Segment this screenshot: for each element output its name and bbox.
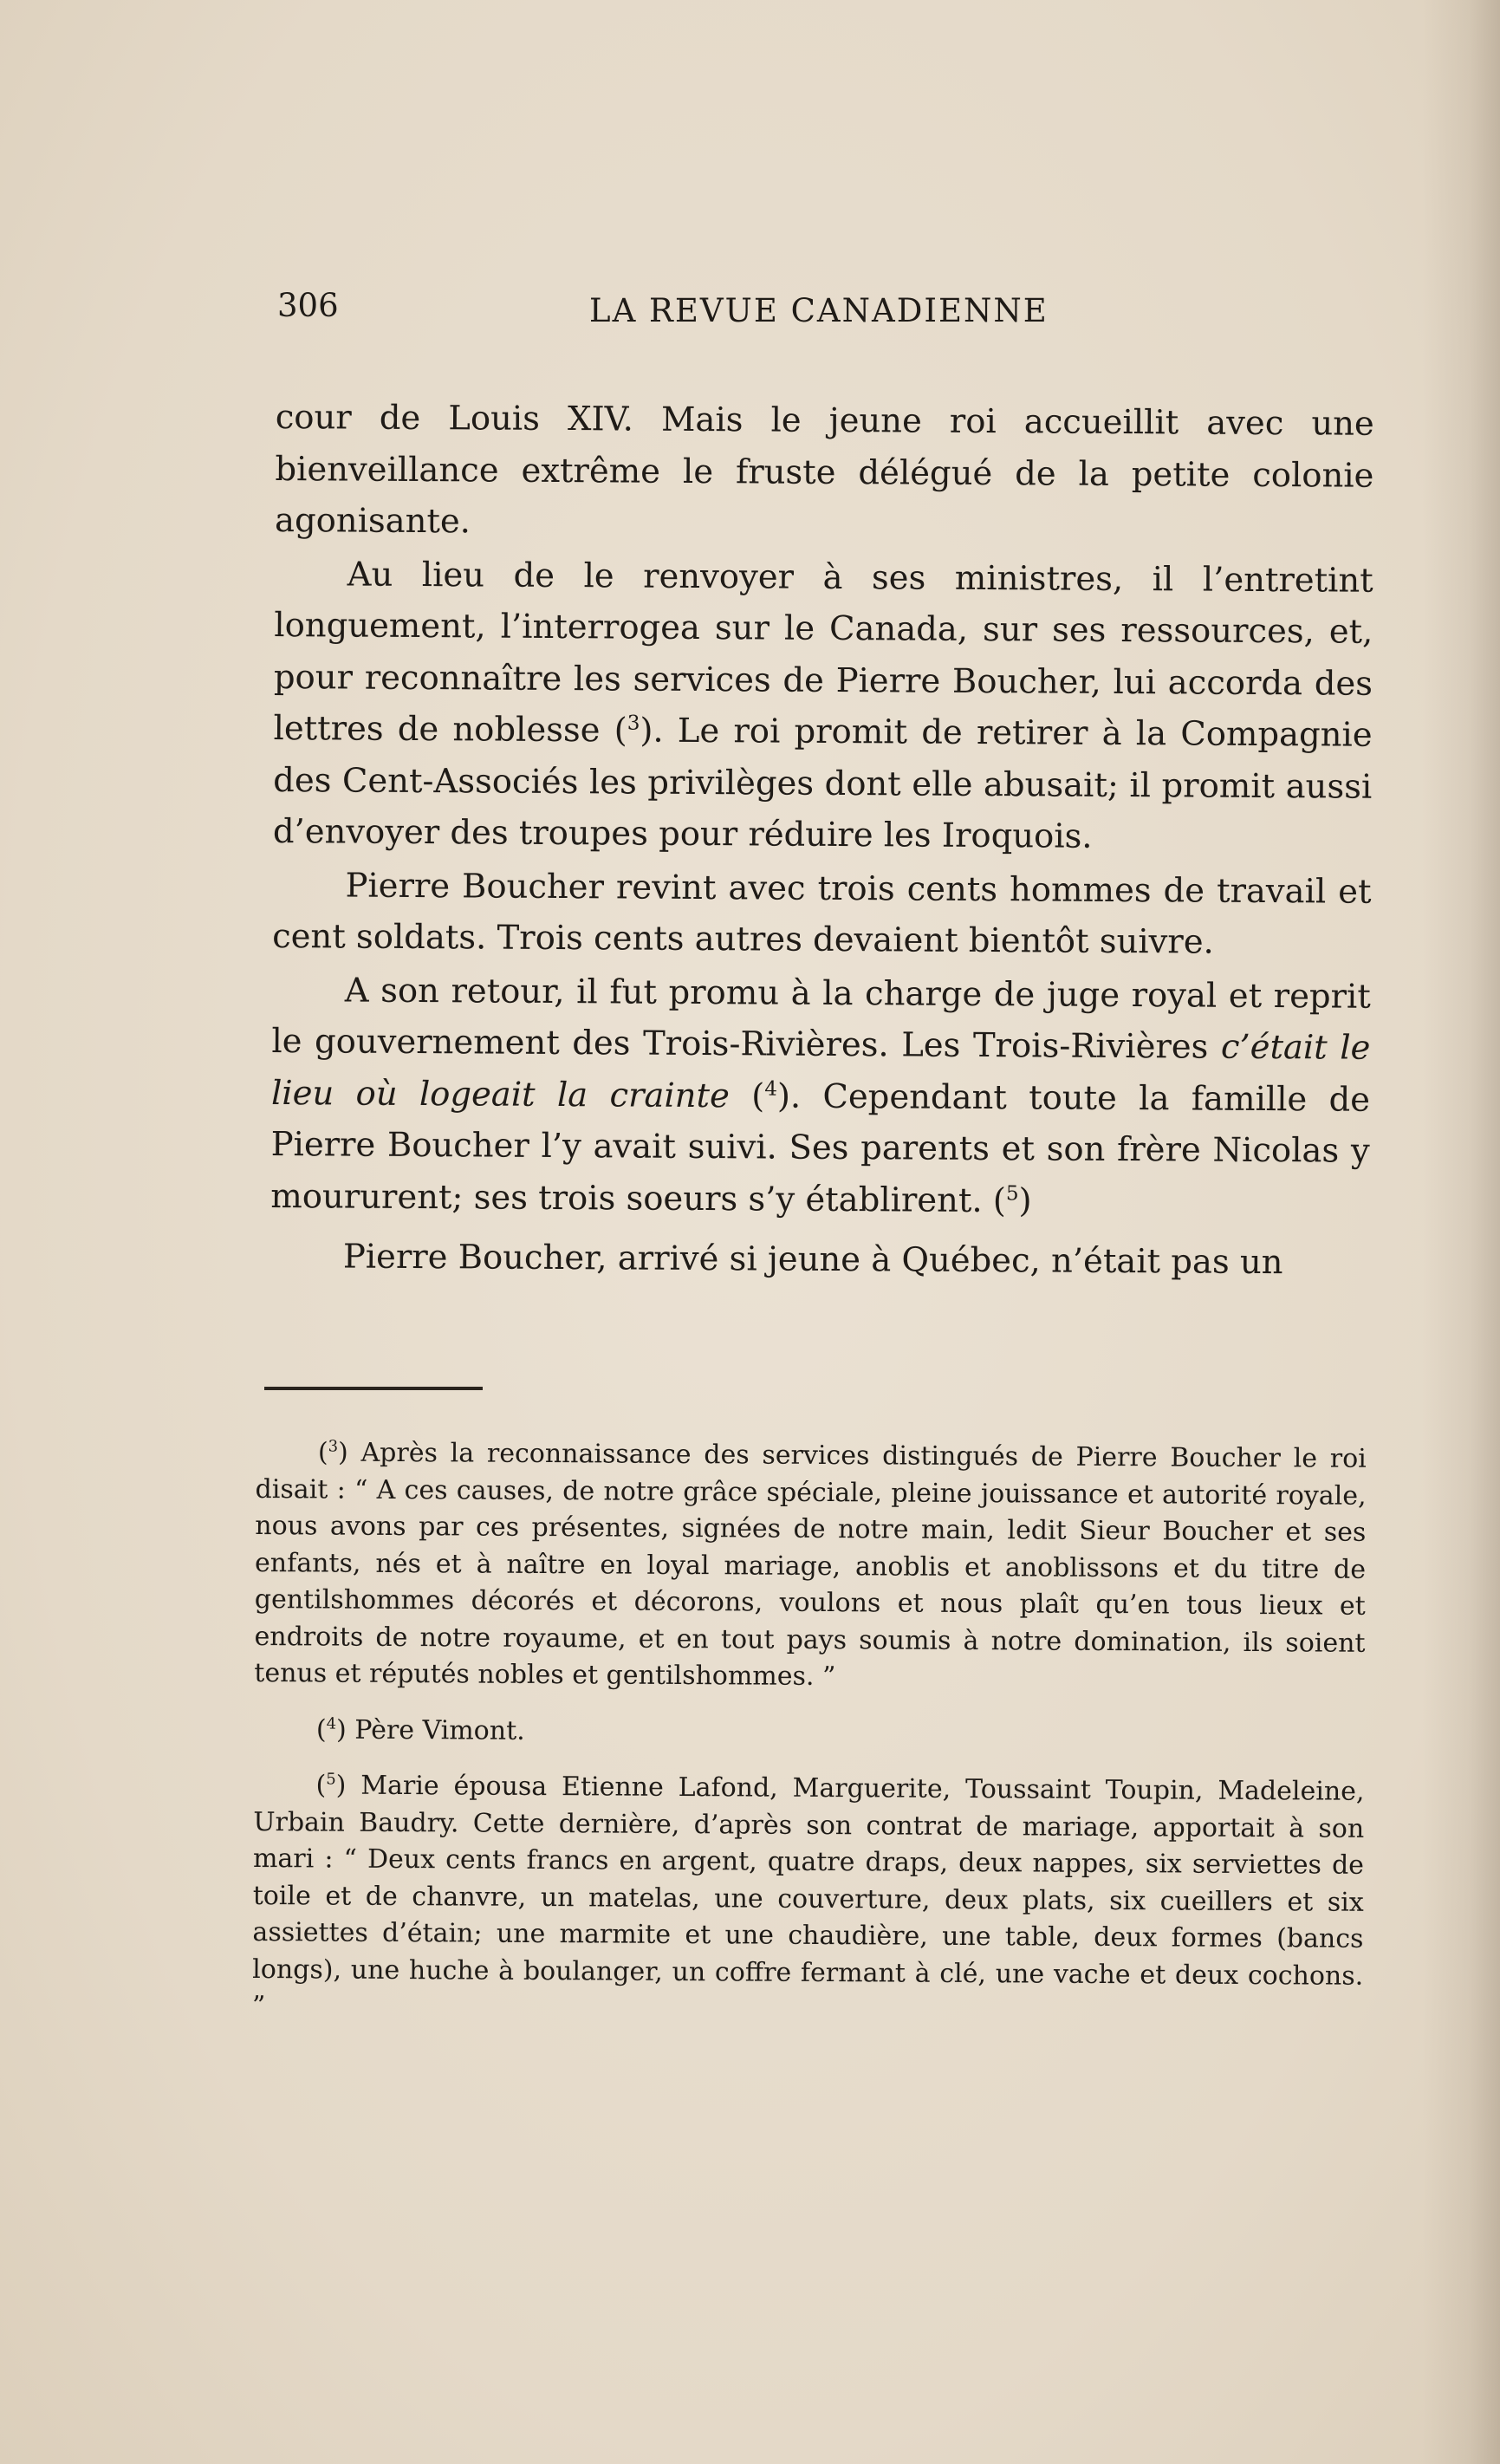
paragraph-4-text-b: ( (729, 1076, 765, 1115)
main-text (270, 392, 1374, 1289)
footnote-4-text: Père Vimont. (346, 1714, 525, 1746)
footnote-5: ($^5$) Marie épousa Etienne Lafond, Marguerite, Toussaint Toupin, Madeleine, Urbain Baudry. Cette dernière, d’après son contrat de mariage, apportait à son mari : “ Deux cents francs en argent, quatre draps, deux nappes, six serviettes de toile et de chanvre, un matelas, une couverture, deux plats, six cueillers et six assiettes d’étain; une marmite et une chaudière, une table, deux formes (bancs longs), une huche à boulanger, un coffre fermant à clé, une vache et deux cochons. ” (251, 1770, 1365, 2022)
footnote-ref-3: 3 (627, 712, 640, 735)
paragraph-2 (273, 548, 1373, 864)
paragraph-4-text-a: A son retour, il fut promu à la charge de juge royal et reprit le gouvernement des Trois-Rivières. Les Trois-Rivières (271, 971, 1371, 1067)
page-number: 306 (277, 287, 339, 324)
paragraph-3: Pierre Boucher revint avec trois cents hommes de travail et cent soldats. Trois cents autres devaient bientôt suivre. (272, 866, 1372, 962)
footnote-rule (264, 1387, 483, 1390)
footnote-ref-4: 4 (764, 1077, 778, 1101)
footnote-5-text: Marie épousa Etienne Lafond, Marguerite, Toussaint Toupin, Madeleine, Urbain Baudry. Cette dernière, d’après son contrat de mariage, apportait à son mari : “ Deux cents francs en argent, quatre draps, deux nappes, six serviettes de toile et de chanvre, un matelas, une couverture, deux plats, six cueillers et six assiettes d’étain; une marmite et une chaudière, une table, deux formes (bancs longs), une huche à boulanger, un coffre fermant à clé, une vache et deux cochons. ” (251, 1770, 1365, 2022)
footnote-3: ($^3$) Après la reconnaissance des services distingués de Pierre Boucher le roi disait : “ A ces causes, de notre grâce spéciale, pleine jouissance et autorité royale, nous avons par ces présentes, signées de notre main, ledit Sieur Boucher et ses enfants, nés et à naître en loyal mariage, anoblis et anoblissons et du titre de gentilshommes décorés et décorons, voulons et nous plaît qu’en tous lieux et endroits de notre royaume, et en tout pays soumis à notre domination, ils soient tenus et réputés nobles et gentilshommes. ” (254, 1437, 1367, 1693)
paragraph-5: Pierre Boucher, arrivé si jeune à Québec, n’était pas un (342, 1237, 1283, 1283)
paragraph-1: cour de Louis XIV. Mais le jeune roi accueillit avec une bienveillance extrême le fruste délégué de la petite colonie agonisante. (274, 397, 1374, 542)
paragraph-4-italic: c’était le lieu où logeait la crainte (270, 1027, 1371, 1115)
footnotes (252, 1434, 1367, 2032)
page-edge-shadow (1422, 0, 1500, 2464)
footnote-3-text: Après la reconnaissance des services distingués de Pierre Boucher le roi disait : “ A ces causes, de notre grâce spéciale, pleine jouissance et autorité royale, nous avons par ces présentes, signées de notre main, ledit Sieur Boucher et ses enfants, nés et à naître en loyal mariage, anoblis et anoblissons et du titre de gentilshommes décorés et décorons, voulons et nous plaît qu’en tous lieux et endroits de notre royaume, et en tout pays soumis à notre domination, ils soient tenus et réputés nobles et gentilshommes. ” (254, 1437, 1367, 1693)
paragraph-4-text-d: ) (1018, 1180, 1032, 1220)
page-header (277, 282, 1369, 334)
footnote-5-mark: 5 (326, 1770, 336, 1789)
paragraph-2-text-a: Au lieu de le renvoyer à ses ministres, il l’entretint longuement, l’interrogea sur le Canada, sur ses ressources, et, pour reconnaître les services de Pierre Boucher, lui accorda des lettres de noblesse ( (273, 555, 1373, 751)
footnote-ref-5: 5 (1005, 1181, 1019, 1205)
footnote-3-mark: 3 (328, 1437, 339, 1456)
paragraph-4-text-c: ). Cependant toute la famille de Pierre Boucher l’y avait suivi. Ses parents et son frère Nicolas y moururent; ses trois soeurs s’y établirent. ( (270, 1076, 1371, 1220)
paragraph-2-text-b: ). Le roi promit de retirer à la Compagnie des Cent-Associés les privilèges dont elle abusait; il promit aussi d’envoyer des troupes pour réduire les Iroquois. (272, 711, 1373, 856)
footnote-4: ($^4$) Père Vimont. (315, 1713, 525, 1746)
footnote-4-mark: 4 (326, 1714, 337, 1733)
paragraph-4 (270, 964, 1371, 1228)
running-title: LA REVUE CANADIENNE (589, 292, 1049, 329)
